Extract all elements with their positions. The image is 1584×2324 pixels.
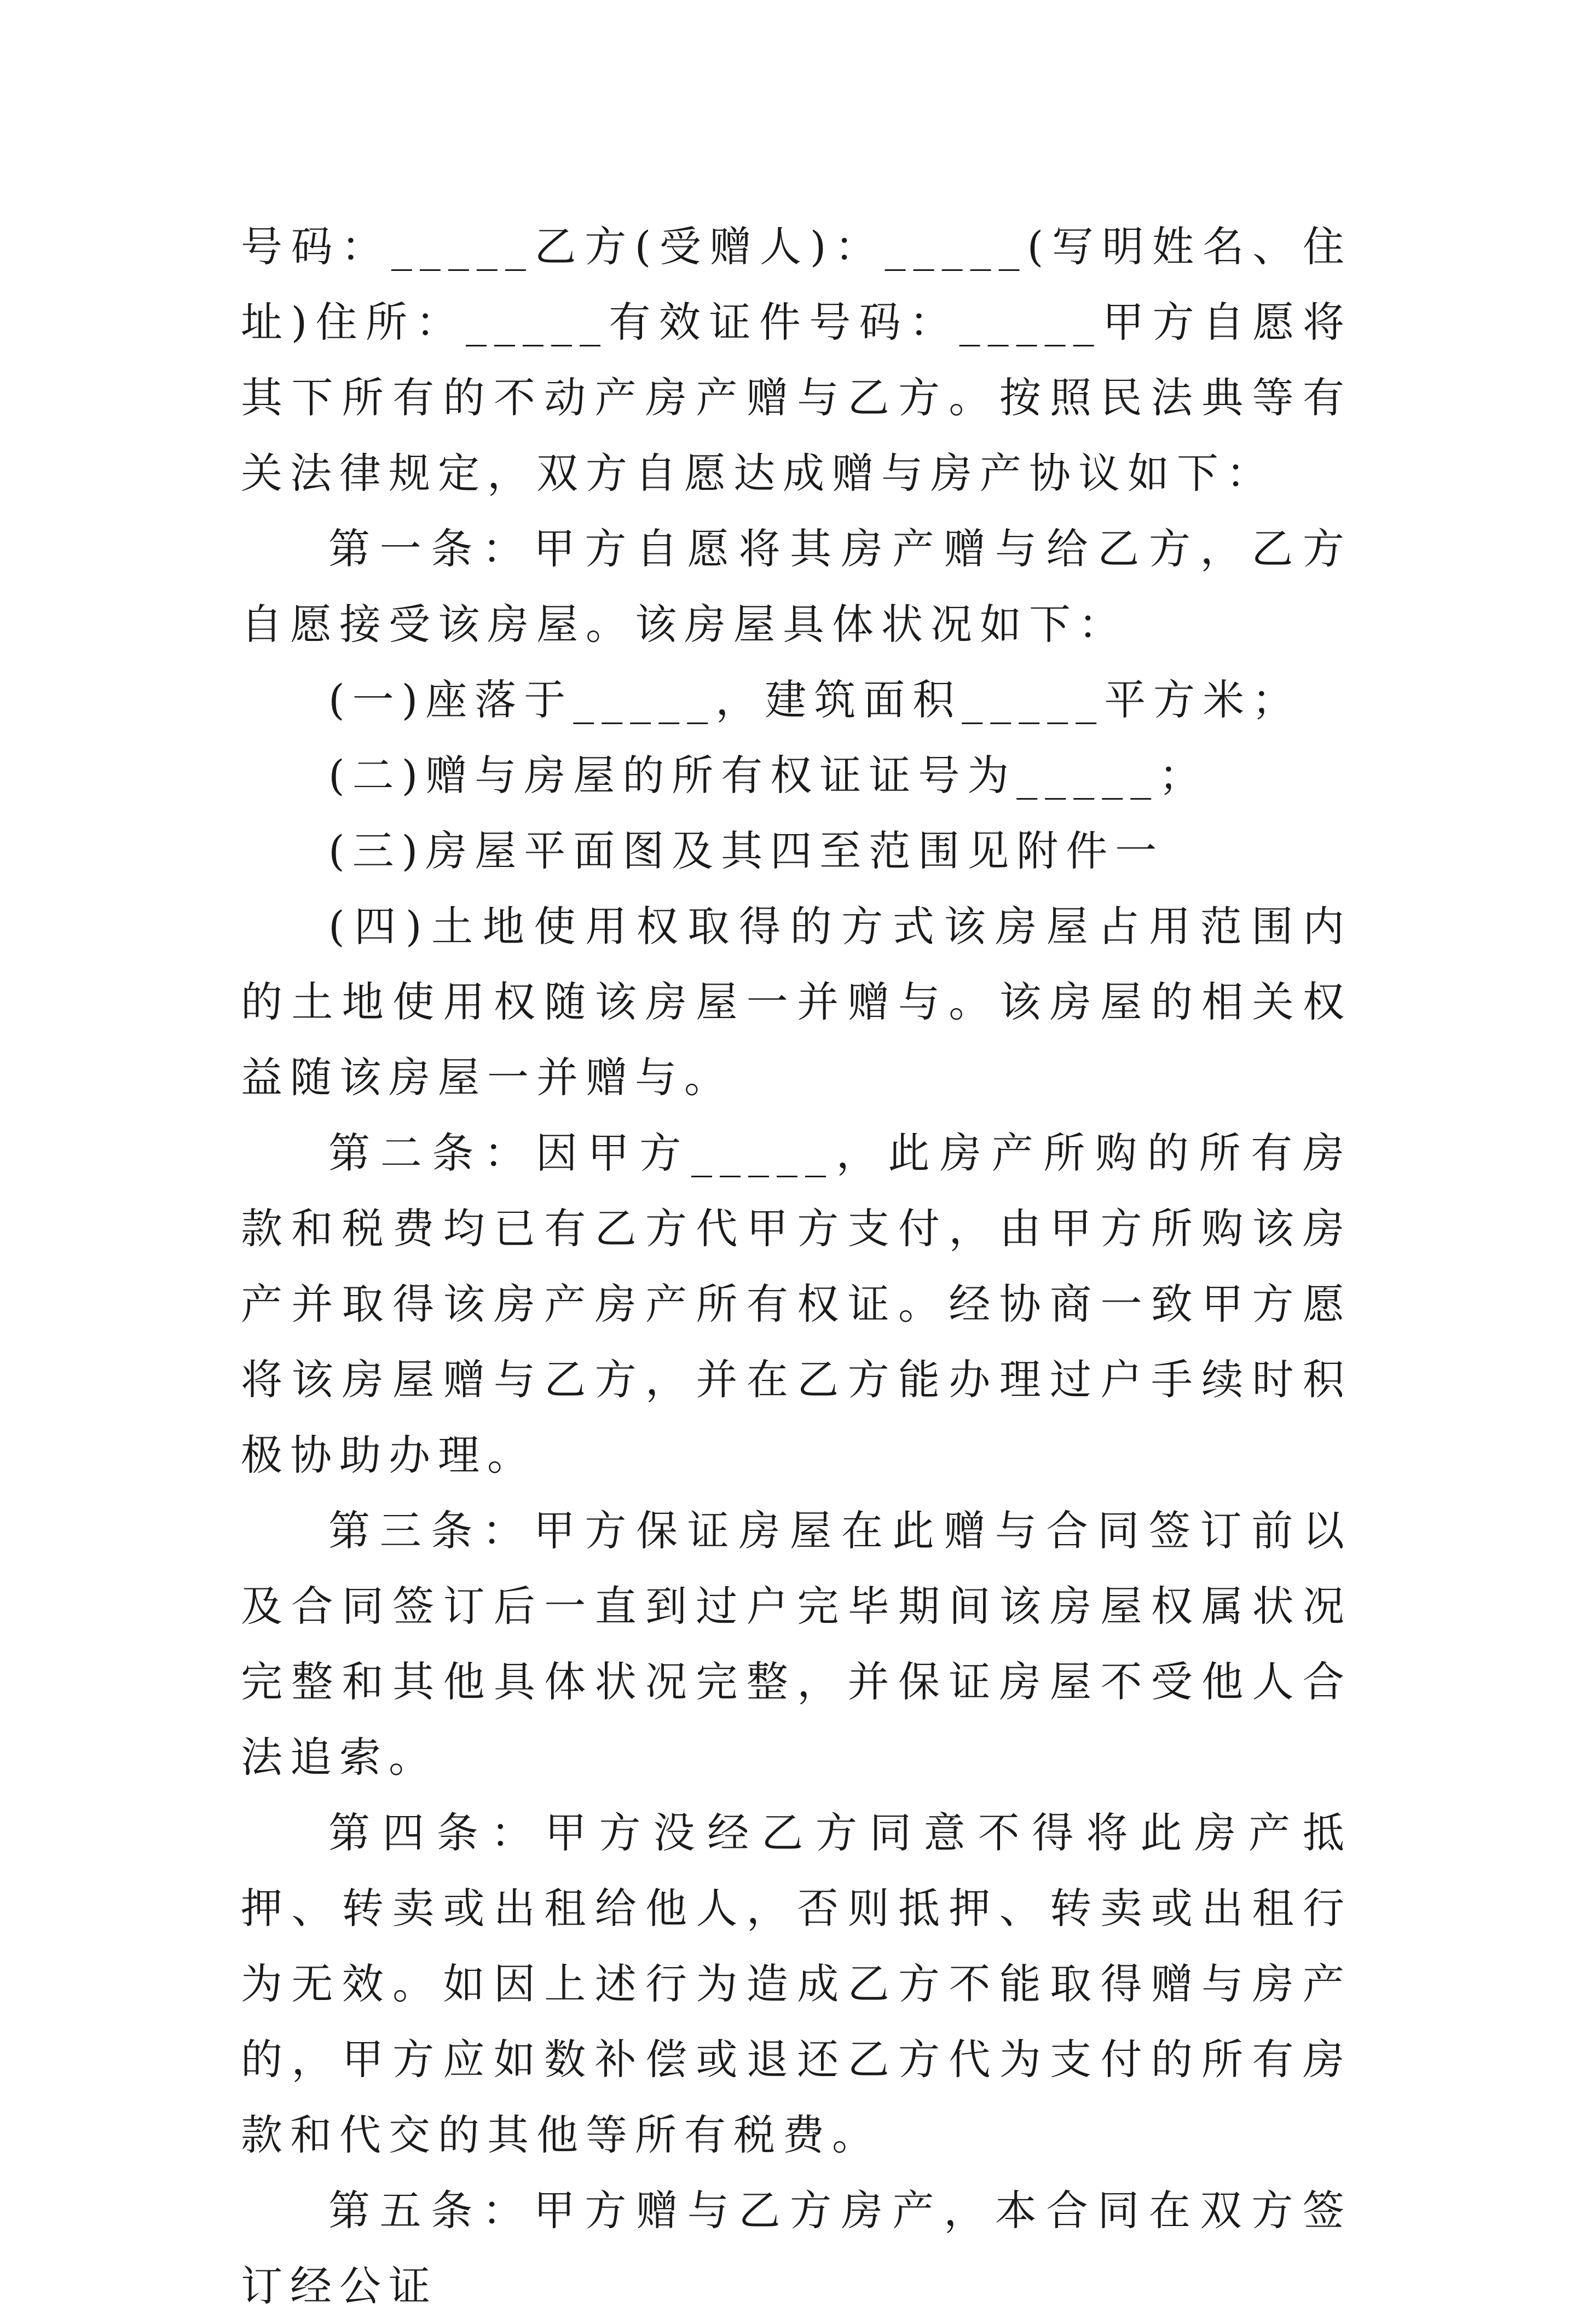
article-1: 第一条：甲方自愿将其房产赠与给乙方，乙方自愿接受该房屋。该房屋具体状况如下： — [241, 524, 1352, 649]
article-1-item-2: (二)赠与房屋的所有权证证号为_____； — [328, 751, 1209, 800]
contract-body — [241, 209, 1352, 2324]
opening-paragraph: 号码：_____乙方(受赠人)：_____(写明姓名、住址)住所：_____有效证件号码：_____甲方自愿将其下所有的不动产房产赠与乙方。按照民法典等有关法律规定，双方自愿达成赠与房产协议如下： — [241, 222, 1352, 498]
article-2: 第二条：因甲方_____，此房产所购的所有房款和税费均已有乙方代甲方支付，由甲方所购该房产并取得该房产房产所有权证。经协商一致甲方愿将该房屋赠与乙方，并在乙方能办理过户手续时积极协助办理。 — [241, 1129, 1352, 1479]
article-4: 第四条：甲方没经乙方同意不得将此房产抵押、转卖或出租给他人，否则抵押、转卖或出租行为无效。如因上述行为造成乙方不能取得赠与房产的，甲方应如数补偿或退还乙方代为支付的所有房款和代交的其他等所有税费。 — [241, 1808, 1352, 2159]
article-5: 第五条：甲方赠与乙方房产，本合同在双方签订经公证 — [241, 2186, 1352, 2310]
article-3: 第三条：甲方保证房屋在此赠与合同签订前以及合同签订后一直到过户完毕期间该房屋权属状况完整和其他具体状况完整，并保证房屋不受他人合法追索。 — [241, 1506, 1352, 1782]
article-1-item-4: (四)土地使用权取得的方式该房屋占用范围内的土地使用权随该房屋一并赠与。该房屋的相关权益随该房屋一并赠与。 — [241, 902, 1352, 1102]
article-1-item-3: (三)房屋平面图及其四至范围见附件一 — [328, 826, 1165, 875]
article-1-item-1: (一)座落于_____，建筑面积_____平方米； — [328, 675, 1302, 724]
